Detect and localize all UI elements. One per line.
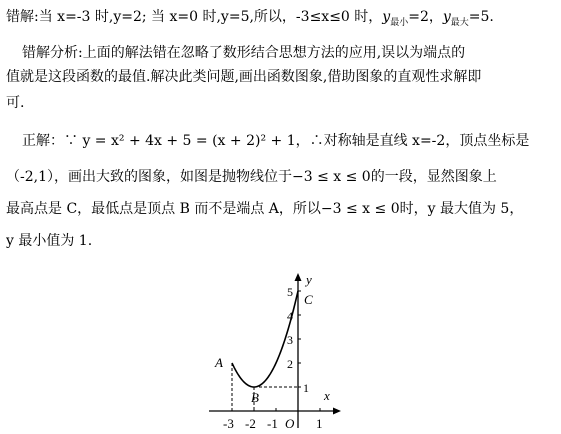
wrong-answer-text: 当 x=-3 时,y=2; 当 x=0 时,y=5,所以，-3≤x≤0 时， [38, 9, 383, 25]
y-tick-label-3: 3 [287, 333, 293, 347]
correct-line-1: 正解：∵ y = x² + 4x + 5 = (x + 2)² + 1，∴对称轴是直线 x=-2，顶点坐标是 [22, 133, 530, 149]
y-min-val: =2， [408, 9, 443, 25]
y-tick-label-2: 2 [287, 357, 293, 371]
y-axis-label: y [306, 272, 312, 287]
y-tick-label-1: 1 [303, 381, 309, 395]
point-label-b: B [251, 390, 259, 405]
correct-line-4: y 最小值为 1. [6, 233, 93, 249]
analysis-line-1: 错解分析:上面的解法错在忽略了数形结合思想方法的应用,误以为端点的 [22, 45, 466, 61]
y-min-var: y [382, 9, 391, 25]
y-max-sub: 最大 [450, 18, 469, 28]
analysis-line-2: 值就是这段函数的最值.解决此类问题,画出函数图象,借助图象的直观性求解即 [6, 69, 482, 85]
x-axis-arrow [333, 408, 341, 415]
point-label-a: A [215, 355, 223, 370]
analysis-line-3: 可. [6, 95, 25, 111]
y-max-var: y [442, 9, 451, 25]
wrong-answer-line [6, 6, 556, 28]
x-tick-label-m1: -1 [267, 416, 278, 431]
x-tick-label-1: 1 [316, 416, 323, 431]
y-min-sub: 最小 [390, 18, 409, 28]
y-max-val: =5. [468, 9, 494, 25]
x-tick-label-m2: -2 [245, 416, 256, 431]
x-tick-label-m3: -3 [223, 416, 234, 431]
x-axis-label: x [324, 388, 330, 403]
origin-label: O [285, 416, 295, 431]
y-tick-label-5: 5 [287, 285, 293, 299]
correct-line-2: （-2,1），画出大致的图象，如图是抛物线位于−3 ≤ x ≤ 0的一段，显然图象上 [6, 169, 497, 185]
y-axis-arrow [295, 273, 302, 281]
point-label-c: C [304, 292, 313, 307]
correct-line-3: 最高点是 C，最低点是顶点 B 而不是端点 A，所以−3 ≤ x ≤ 0时，y 最大值为 5， [6, 201, 524, 217]
y-tick-label-4: 4 [287, 309, 293, 323]
wrong-answer-label: 错解: [6, 9, 39, 25]
parabola-graph [205, 268, 345, 434]
